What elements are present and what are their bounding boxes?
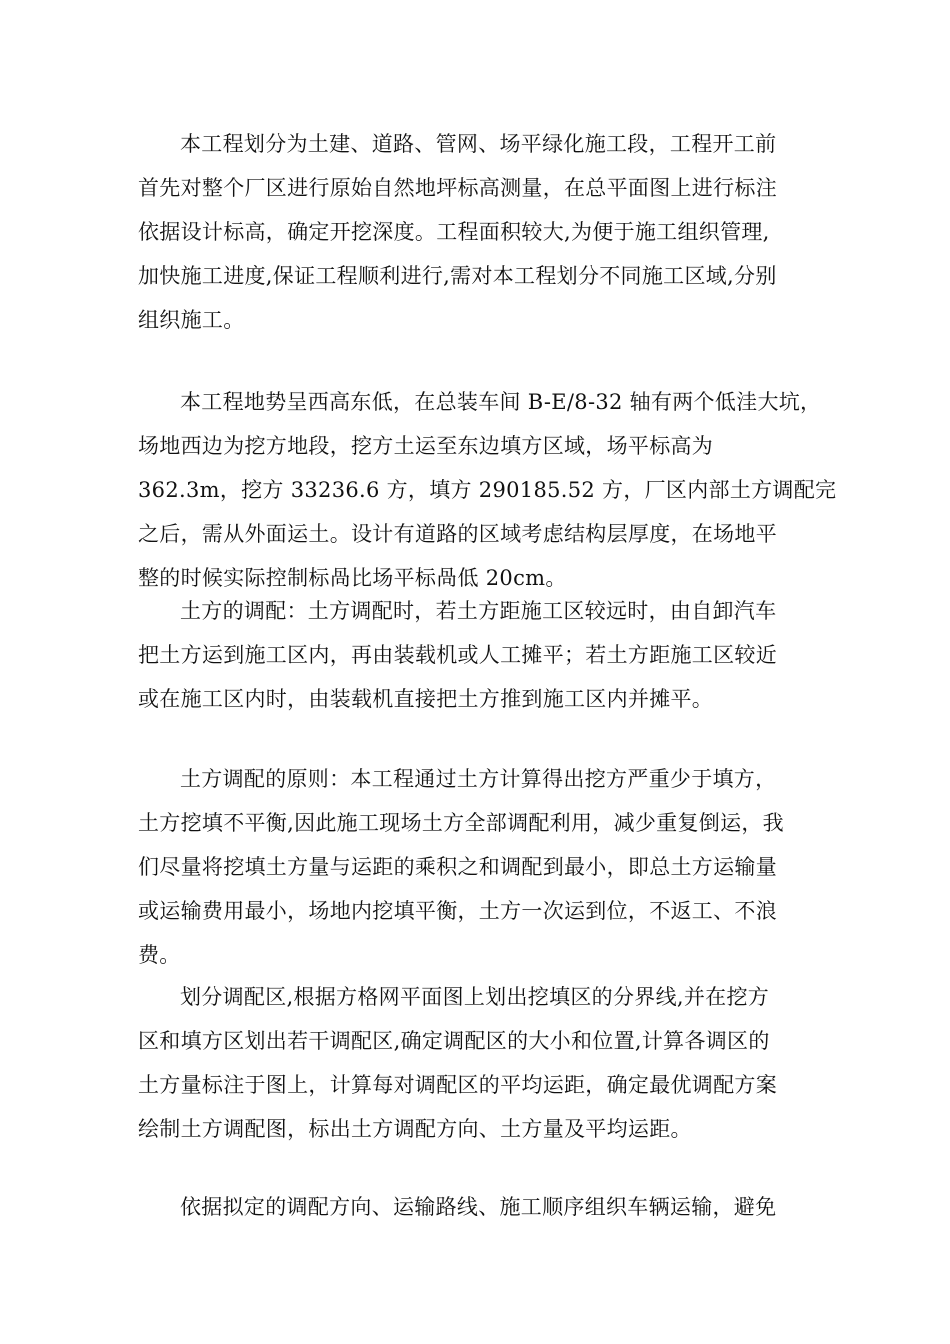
paragraph-5 (138, 975, 828, 1151)
paragraph-line: 土方量标注于图上，计算每对调配区的平均运距，确定最优调配方案 (138, 1073, 777, 1097)
paragraph-1 (138, 122, 828, 342)
paragraph-line: 本工程划分为土建、道路、管网、场平绿化施工段，工程开工前 (180, 132, 777, 156)
paragraph-line: 们尽量将挖填土方量与运距的乘积之和调配到最小，即总土方运输量 (138, 855, 777, 879)
paragraph-line: 土方的调配：土方调配时，若土方距施工区较远时，由自卸汽车 (180, 599, 777, 623)
paragraph-line: 场地西边为挖方地段，挖方土运至东边填方区域，场平标高为 (138, 434, 714, 458)
paragraph-line: 绘制土方调配图，标出土方调配方向、土方量及平均运距。 (138, 1117, 692, 1141)
paragraph-6 (138, 1185, 828, 1229)
paragraph-line: 首先对整个厂区进行原始自然地坪标高测量，在总平面图上进行标注 (138, 176, 777, 200)
paragraph-line: 土方调配的原则：本工程通过土方计算得出挖方严重少于填方， (180, 767, 777, 791)
paragraph-line: 组织施工。 (138, 308, 245, 332)
paragraph-line: 划分调配区,根据方格网平面图上划出挖填区的分界线,并在挖方 (180, 985, 770, 1009)
paragraph-line: 依据设计标高，确定开挖深度。工程面积较大,为便于施工组织管理, (138, 220, 770, 244)
paragraph-line: 整的时候实际控制标咼比场平标咼低 20cm。 (138, 566, 567, 590)
paragraph-line: 362.3m，挖方 33236.6 方，填方 290185.52 方，厂区内部土方调配完 (138, 478, 837, 502)
paragraph-line: 费。 (138, 943, 181, 967)
paragraph-line: 依据拟定的调配方向、运输路线、施工顺序组织车辆运输，避免 (180, 1195, 777, 1219)
paragraph-2 (138, 380, 837, 600)
paragraph-line: 或运输费用最小，场地内挖填平衡，土方一次运到位，不返工、不浪 (138, 899, 777, 923)
paragraph-line: 把土方运到施工区内，再由装载机或人工摊平；若土方距施工区较近 (138, 643, 777, 667)
paragraph-line: 本工程地势呈西高东低，在总装车间 B-E/8-32 轴有两个低洼大坑， (180, 390, 822, 414)
paragraph-line: 或在施工区内时，由装载机直接把土方推到施工区内并摊平。 (138, 687, 714, 711)
paragraph-4 (138, 757, 828, 977)
paragraph-line: 土方挖填不平衡,因此施工现场土方全部调配利用，减少重复倒运，我 (138, 811, 784, 835)
paragraph-3 (138, 589, 828, 721)
paragraph-line: 区和填方区划出若干调配区,确定调配区的大小和位置,计算各调区的 (138, 1029, 770, 1053)
paragraph-line: 加快施工进度,保证工程顺利进行,需对本工程划分不同施工区域,分别 (138, 264, 777, 288)
paragraph-line: 之后，需从外面运土。设计有道路的区域考虑结构层厚度，在场地平 (138, 522, 777, 546)
